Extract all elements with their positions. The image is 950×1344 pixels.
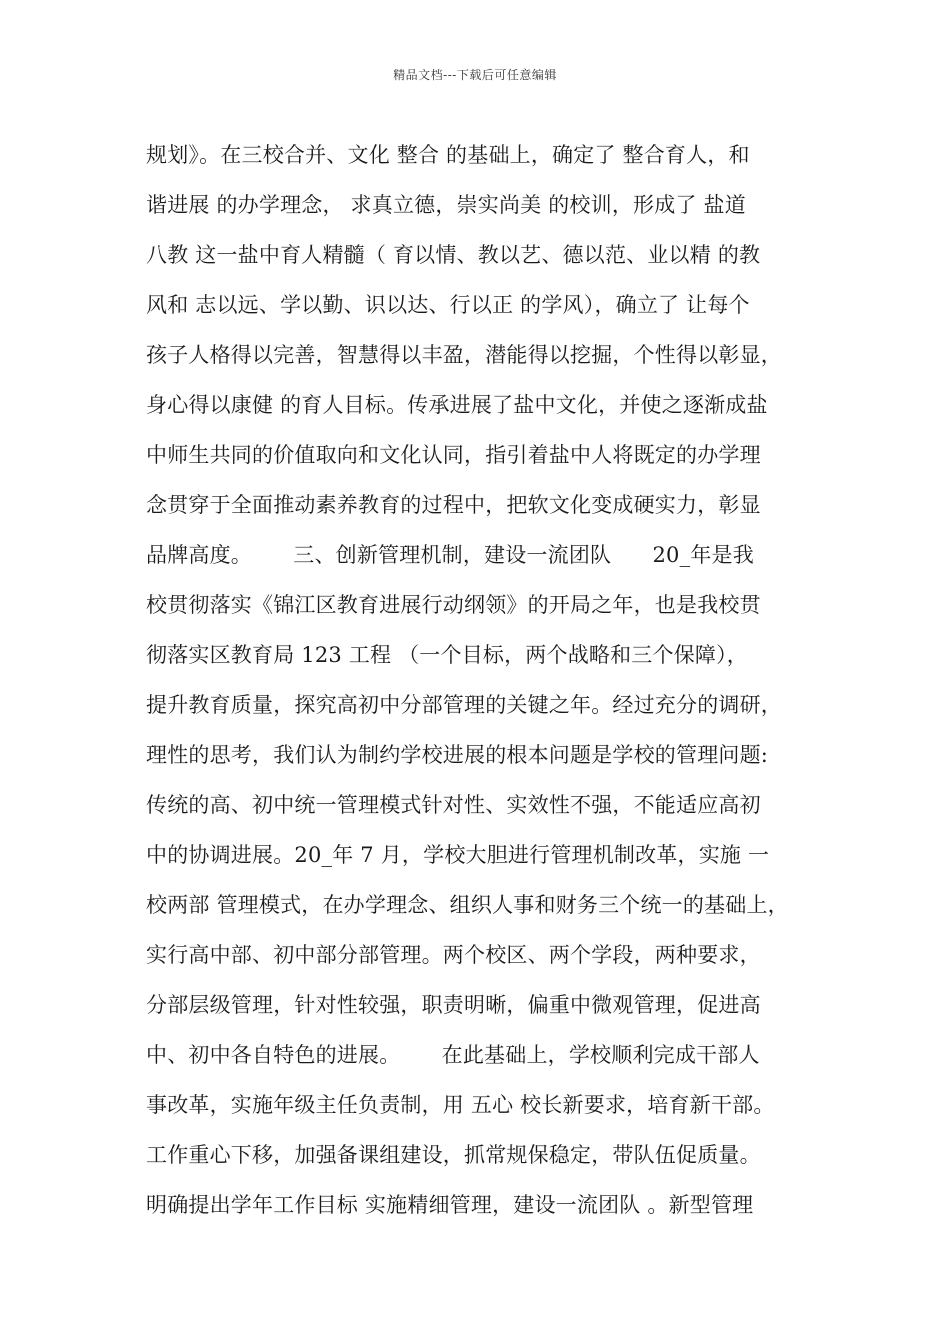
text-line: 八教 这一盐中育人精髓（ 育以情、教以艺、德以范、业以精 的教 <box>146 243 761 267</box>
text-line: 孩子人格得以完善，智慧得以丰盈，潜能得以挖掘，个性得以彰显， <box>146 343 782 367</box>
text-line: 中、初中各自特色的进展。 在此基础上，学校顺利完成干部人 <box>146 1043 760 1067</box>
text-line: 品牌高度。 三、创新管理机制，建设一流团队 20_年是我 <box>146 543 754 567</box>
text-line: 校两部 管理模式，在办学理念、组织人事和财务三个统一的基础上， <box>146 893 789 917</box>
document-body <box>146 130 826 1230</box>
text-line: 风和 志以远、学以勤、识以达、行以正 的学风），确立了 让每个 <box>146 293 750 317</box>
text-line: 实行高中部、初中部分部管理。两个校区、两个学段，两种要求， <box>146 943 761 967</box>
text-line: 校贯彻落实《锦江区教育进展行动纲领》的开局之年，也是我校贯 <box>146 593 761 617</box>
text-line: 事改革，实施年级主任负责制，用 五心 校长新要求，培育新干部。 <box>146 1093 775 1117</box>
text-line: 理性的思考，我们认为制约学校进展的根本问题是学校的管理问题: <box>146 743 769 767</box>
text-line: 工作重心下移，加强备课组建设，抓常规保稳定，带队伍促质量。 <box>146 1143 761 1167</box>
text-line: 规划》。在三校合并、文化 整合 的基础上，确定了 整合育人，和 <box>146 143 750 167</box>
text-line: 彻落实区教育局 123 工程 （一个目标，两个战略和三个保障）， <box>146 643 749 667</box>
text-line: 谐进展 的办学理念， 求真立德，崇实尚美 的校训，形成了 盐道 <box>146 193 746 217</box>
text-line: 身心得以康健 的育人目标。传承进展了盐中文化，并使之逐渐成盐 <box>146 393 768 417</box>
text-line: 提升教育质量，探究高初中分部管理的关键之年。经过充分的调研， <box>146 693 782 717</box>
text-line: 念贯穿于全面推动素养教育的过程中，把软文化变成硬实力，彰显 <box>146 493 761 517</box>
page-header: 精品文档---下载后可任意编辑 <box>393 68 557 82</box>
text-line: 中师生共同的价值取向和文化认同，指引着盐中人将既定的办学理 <box>146 443 761 467</box>
text-line: 中的协调进展。20_年 7 月，学校大胆进行管理机制改革，实施 一 <box>146 843 770 867</box>
text-line: 分部层级管理，针对性较强，职责明晰，偏重中微观管理，促进高 <box>146 993 761 1017</box>
text-line: 传统的高、初中统一管理模式针对性、实效性不强，不能适应高初 <box>146 793 761 817</box>
text-line: 明确提出学年工作目标 实施精细管理，建设一流团队 。新型管理 <box>146 1193 754 1217</box>
